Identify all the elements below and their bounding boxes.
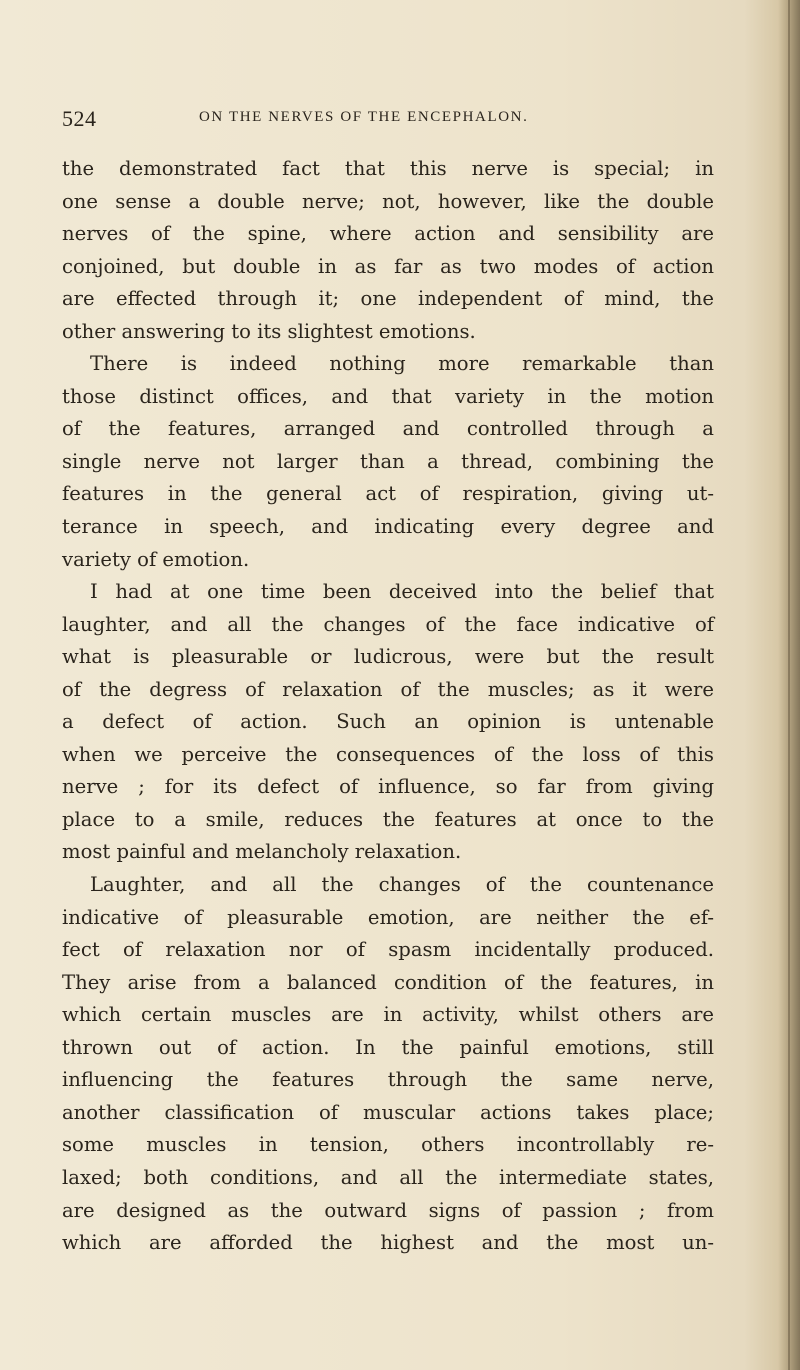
text-line: another classification of muscular actions takes place; <box>62 1100 714 1124</box>
text-line: what is pleasurable or ludicrous, were but the result <box>62 645 714 669</box>
page-header <box>62 106 722 134</box>
text-line: thrown out of action. In the painful emotions, still <box>62 1035 714 1059</box>
text-line: the demonstrated fact that this nerve is special; in <box>62 157 714 180</box>
paragraph-start-line: I had at one time been deceived into the belief that <box>90 580 714 604</box>
text-line: terance in speech, and indicating every degree and <box>62 515 714 539</box>
text-line: some muscles in tension, others incontrollably re- <box>62 1133 714 1157</box>
text-line: single nerve not larger than a thread, combining the <box>62 449 714 473</box>
text-line: laughter, and all the changes of the face indicative of <box>62 612 714 636</box>
running-head: ON THE NERVES OF THE ENCEPHALON. <box>199 109 529 125</box>
text-line: most painful and melancholy relaxation. <box>62 840 462 864</box>
text-line: when we perceive the consequences of the loss of this <box>62 742 714 766</box>
text-line: place to a smile, reduces the features at once to the <box>62 807 714 831</box>
text-line: a defect of action. Such an opinion is untenable <box>62 710 714 734</box>
text-line: are effected through it; one independent of mind, the <box>62 287 714 311</box>
text-line: conjoined, but double in as far as two modes of action <box>62 254 714 278</box>
text-line: of the degress of relaxation of the muscles; as it were <box>62 677 714 701</box>
text-line: are designed as the outward signs of passion ; from <box>62 1198 714 1222</box>
text-line: of the features, arranged and controlled through a <box>62 417 714 441</box>
text-line: which certain muscles are in activity, whilst others are <box>62 1003 714 1027</box>
text-line: other answering to its slightest emotions. <box>62 319 476 343</box>
text-line: laxed; both conditions, and all the intermediate states, <box>62 1165 714 1189</box>
page-edge-line <box>788 0 790 1370</box>
text-line: features in the general act of respiration, giving ut- <box>62 482 714 506</box>
text-line: one sense a double nerve; not, however, like the double <box>62 189 714 213</box>
text-line: fect of relaxation nor of spasm incidentally produced. <box>62 938 714 962</box>
text-line: nerve ; for its defect of influence, so far from giving <box>62 775 714 799</box>
text-line: indicative of pleasurable emotion, are neither the ef- <box>62 905 714 929</box>
text-line: They arise from a balanced condition of the features, in <box>62 970 714 994</box>
page-number: 524 <box>62 106 97 131</box>
text-line: nerves of the spine, where action and sensibility are <box>62 222 714 246</box>
text-line: which are afforded the highest and the most un- <box>62 1231 714 1255</box>
body-text <box>62 153 714 1260</box>
paragraph-start-line: Laughter, and all the changes of the countenance <box>90 873 714 897</box>
text-line: influencing the features through the same nerve, <box>62 1068 714 1092</box>
paragraph-start-line: There is indeed nothing more remarkable than <box>90 352 714 376</box>
text-line: variety of emotion. <box>62 547 250 571</box>
text-line: those distinct offices, and that variety in the motion <box>62 384 714 408</box>
